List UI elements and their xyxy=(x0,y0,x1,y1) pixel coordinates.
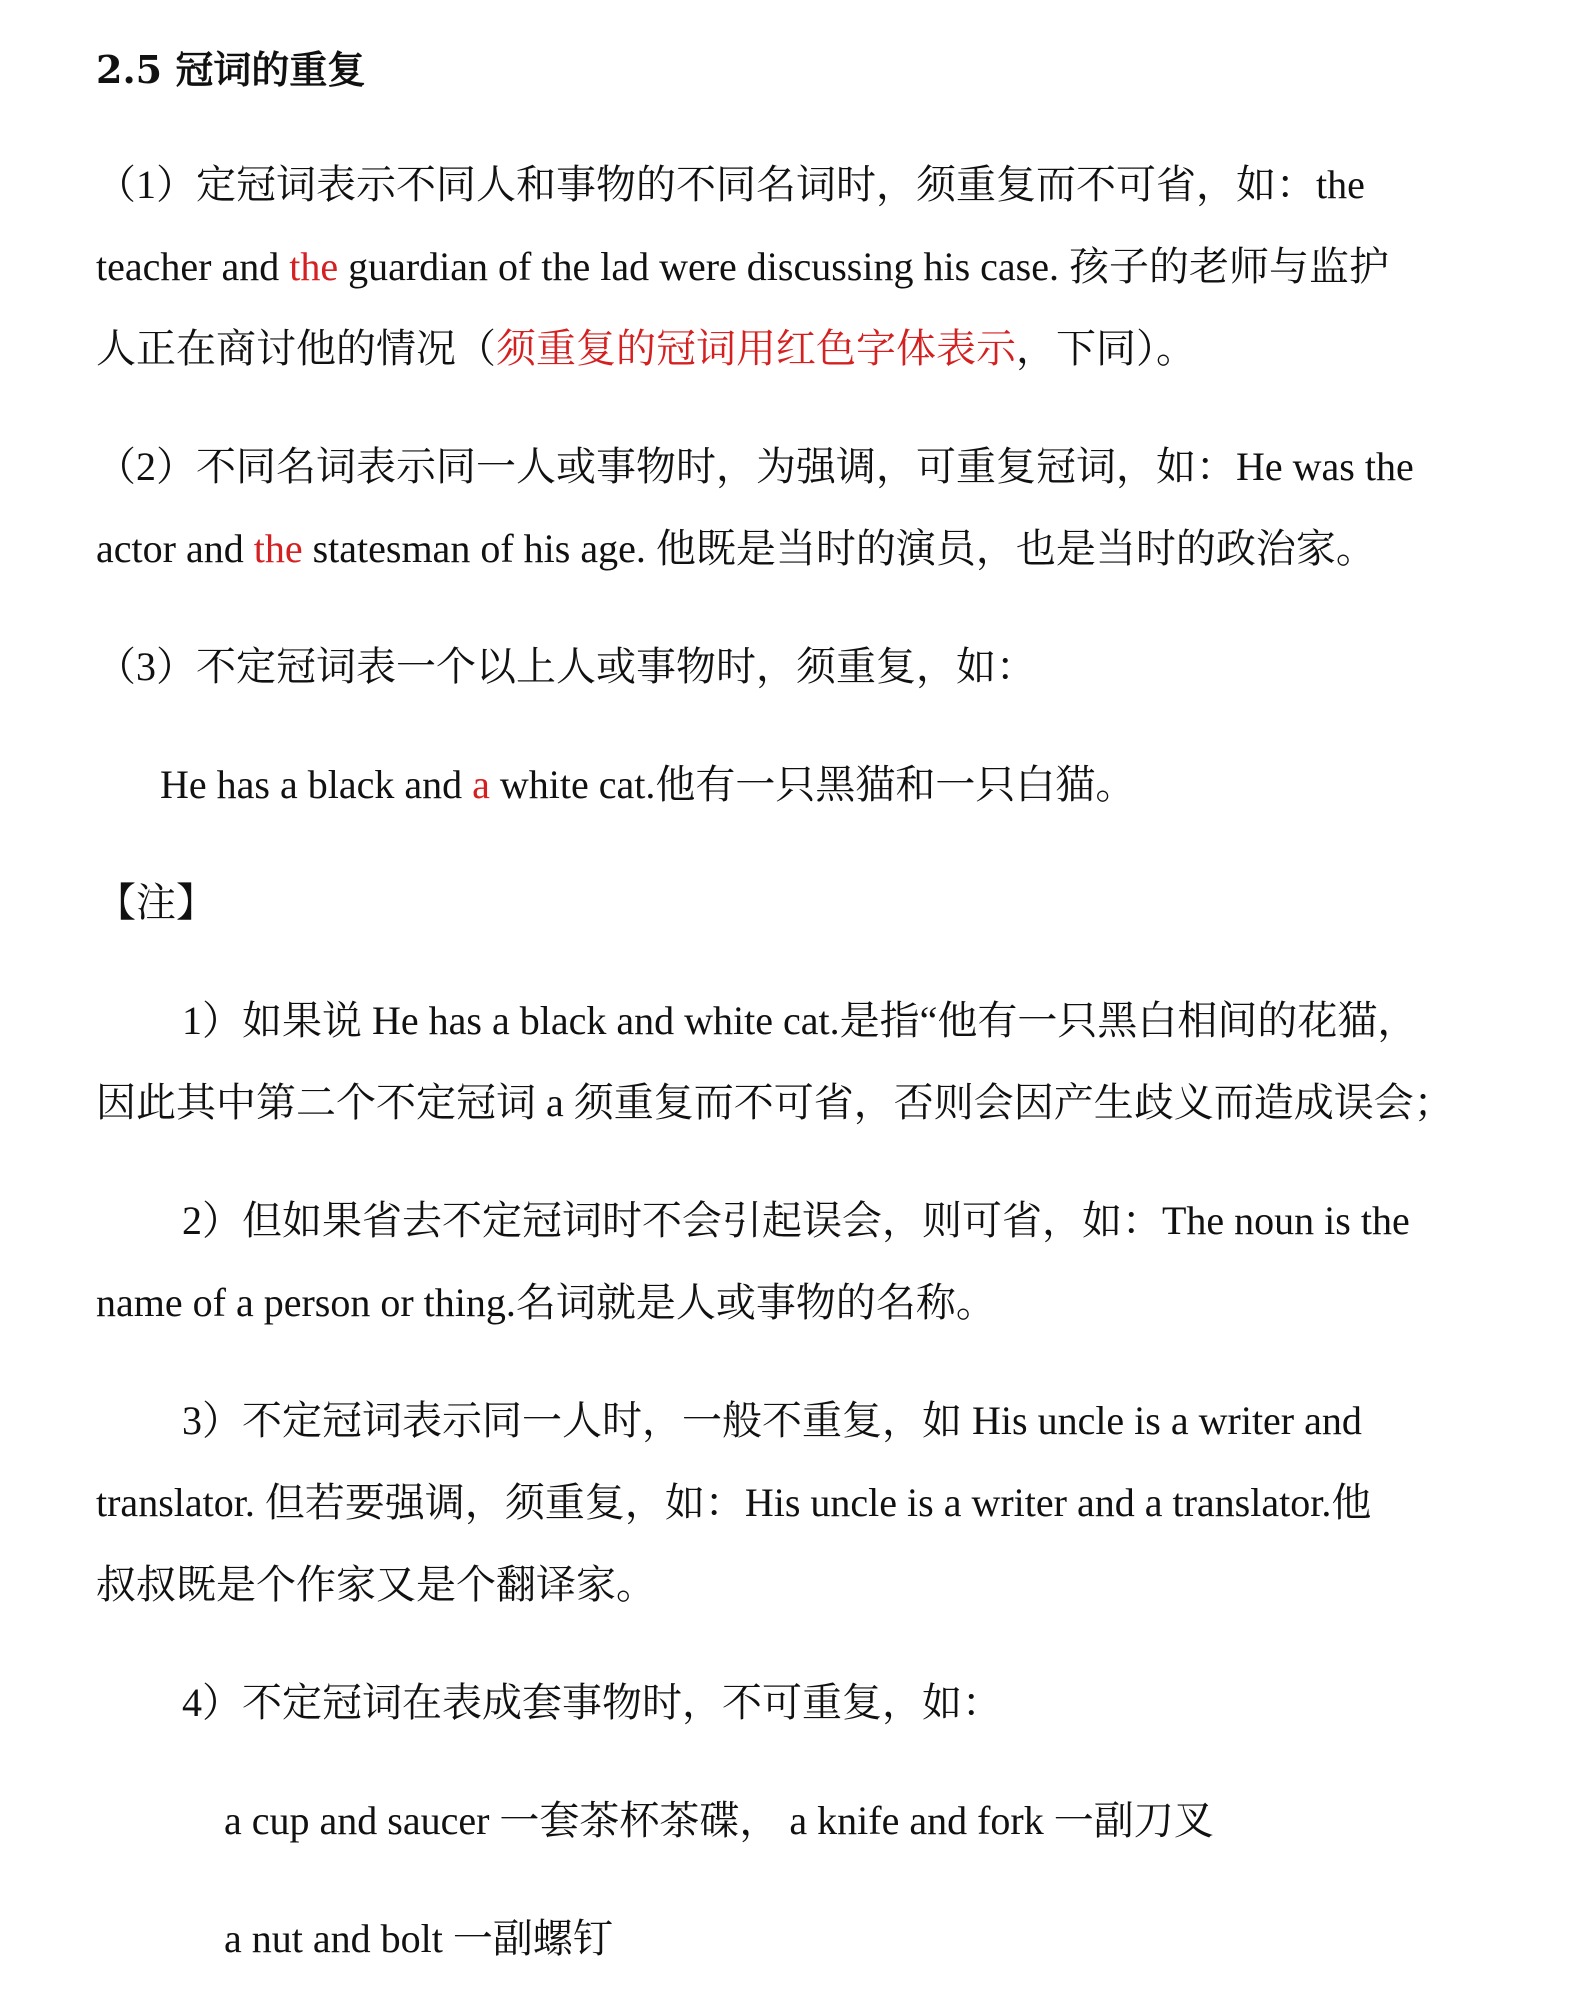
paragraph-3-example xyxy=(96,744,1496,826)
note-1-line-2: 因此其中第二个不定冠词 a 须重复而不可省，否则会因产生歧义而造成误会； xyxy=(96,1080,1454,1125)
note-2-line-2: name of a person or thing.名词就是人或事物的名称。 xyxy=(96,1280,996,1325)
example-line xyxy=(160,744,1496,826)
paragraph-2-line-1: （2）不同名词表示同一人或事物时，为强调，可重复冠词，如：He was the xyxy=(96,444,1414,489)
note-4-line-1: 4）不定冠词在表成套事物时，不可重复，如： xyxy=(182,1680,1002,1725)
note-2-line-1: 2）但如果省去不定冠词时不会引起误会，则可省，如：The noun is the xyxy=(182,1198,1410,1243)
highlighted-article: the xyxy=(289,244,339,289)
text-segment: 人正在商讨他的情况（ xyxy=(96,326,496,371)
note-1 xyxy=(96,980,1496,1144)
text-segment: teacher and xyxy=(96,244,290,289)
text-segment: ，下同）。 xyxy=(1016,326,1196,371)
note-4 xyxy=(96,1662,1496,1744)
paragraph-3-line-1: （3）不定冠词表一个以上人或事物时，须重复，如： xyxy=(96,644,1036,689)
paragraph-1-line-2 xyxy=(96,226,1496,308)
note-title xyxy=(96,862,1496,944)
note-1-line-1: 1）如果说 He has a black and white cat.是指“他有一只黑白相间的花猫， xyxy=(182,998,1418,1043)
note-3-line-1: 3）不定冠词表示同一人时，一般不重复，如 His uncle is a writer and xyxy=(182,1398,1362,1443)
note-3-line-3: 叔叔既是个作家又是个翻译家。 xyxy=(96,1562,656,1607)
text-segment: guardian of the lad were discussing his case. 孩子的老师与监护 xyxy=(338,244,1389,289)
highlighted-note: 须重复的冠词用红色字体表示 xyxy=(496,326,1016,371)
paragraph-1-line-3 xyxy=(96,308,1496,390)
highlighted-article: a xyxy=(472,762,490,807)
example-line-1: a cup and saucer 一套茶杯茶碟， a knife and fork 一副刀叉 xyxy=(224,1798,1214,1843)
text-segment: white cat.他有一只黑猫和一只白猫。 xyxy=(489,762,1136,807)
text-segment: statesman of his age. 他既是当时的演员，也是当时的政治家。 xyxy=(302,526,1376,571)
text-segment: actor and xyxy=(96,526,254,571)
note-2 xyxy=(96,1180,1496,1344)
note-3 xyxy=(96,1380,1496,1626)
paragraph-2 xyxy=(96,426,1496,590)
paragraph-2-line-2 xyxy=(96,508,1496,590)
document-page xyxy=(96,40,1496,2016)
paragraph-3 xyxy=(96,626,1496,708)
section-heading: 2.5 冠词的重复 xyxy=(96,47,366,92)
text-segment: He has a black and xyxy=(160,762,473,807)
note-3-line-2: translator. 但若要强调，须重复，如：His uncle is a writer and a translator.他 xyxy=(96,1480,1372,1525)
note-title-text: 【注】 xyxy=(96,880,216,925)
highlighted-article: the xyxy=(253,526,303,571)
examples-block xyxy=(96,1780,1496,1980)
paragraph-1-line-1: （1）定冠词表示不同人和事物的不同名词时，须重复而不可省，如：the xyxy=(96,162,1365,207)
example-line-2: a nut and bolt 一副螺钉 xyxy=(224,1916,613,1961)
paragraph-1 xyxy=(96,144,1496,390)
